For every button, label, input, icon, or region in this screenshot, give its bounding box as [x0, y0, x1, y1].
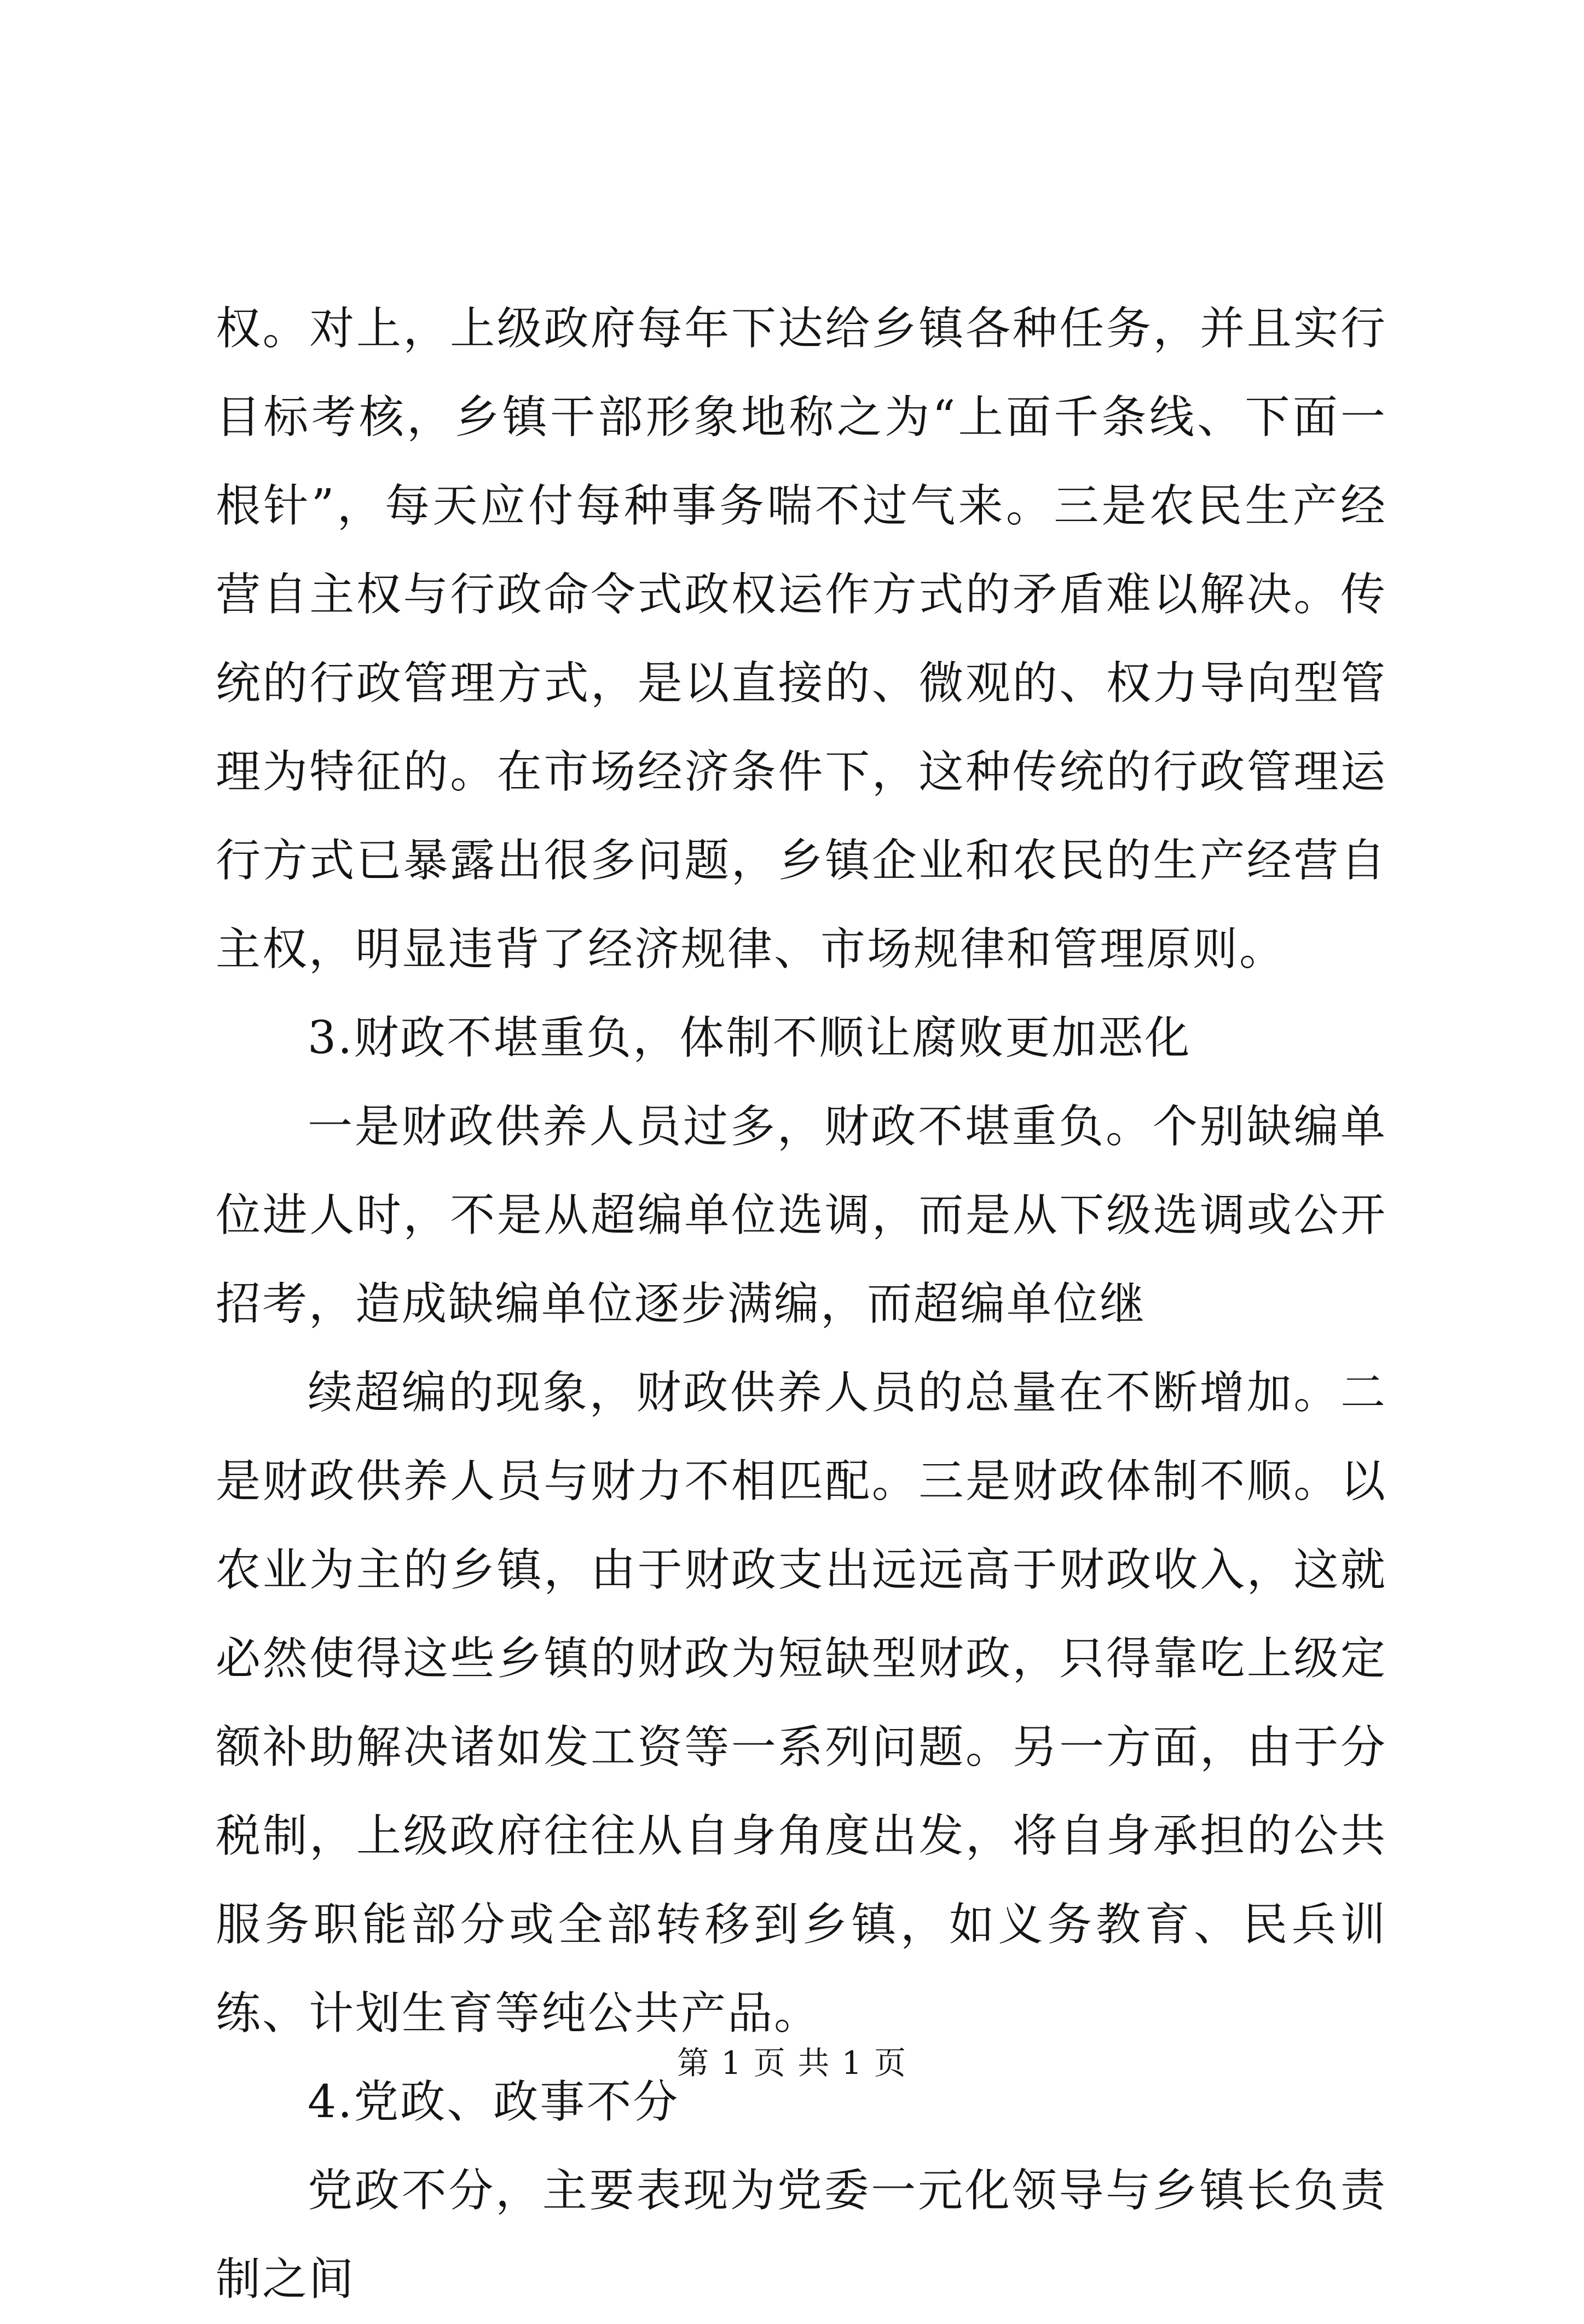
paragraph-1: 权。对上，上级政府每年下达给乡镇各种任务，并且实行目标考核，乡镇干部形象地称之为“上面千条线、下面一根针”，每天应付每种事务喘不过气来。三是农民生产经营自主权与行政命令式政权运作方式的矛盾难以解决。传统的行政管理方式，是以直接的、微观的、权力导向型管理为特征的。在市场经济条件下，这种传统的行政管理运行方式已暴露出很多问题，乡镇企业和农民的生产经营自主权，明显违背了经济规律、市场规律和管理原则。 [216, 303, 1387, 975]
paragraph-3: 续超编的现象，财政供养人员的总量在不断增加。二是财政供养人员与财力不相匹配。三是财政体制不顺。以农业为主的乡镇，由于财政支出远远高于财政收入，这就必然使得这些乡镇的财政为短缺型财政，只得靠吃上级定额补助解决诸如发工资等一系列问题。另一方面，由于分税制，上级政府往往从自身角度出发，将自身承担的公共服务职能部分或全部转移到乡镇，如义务教育、民兵训练、计划生育等纯公共产品。 [216, 1367, 1387, 2039]
section-heading-4: 4.党政、政事不分 [308, 2076, 680, 2128]
document-body [216, 285, 1387, 2324]
section-heading-3: 3.财政不堪重负，体制不顺让腐败更加恶化 [308, 1012, 1192, 1064]
paragraph-2: 一是财政供养人员过多，财政不堪重负。个别缺编单位进人时，不是从超编单位选调，而是从下级选调或公开招考，造成缺编单位逐步满编，而超编单位继 [216, 1101, 1387, 1330]
paragraph-4: 党政不分，主要表现为党委一元化领导与乡镇长负责制之间 [216, 2165, 1387, 2305]
page-number-footer: 第 1 页 共 1 页 [677, 2044, 907, 2082]
